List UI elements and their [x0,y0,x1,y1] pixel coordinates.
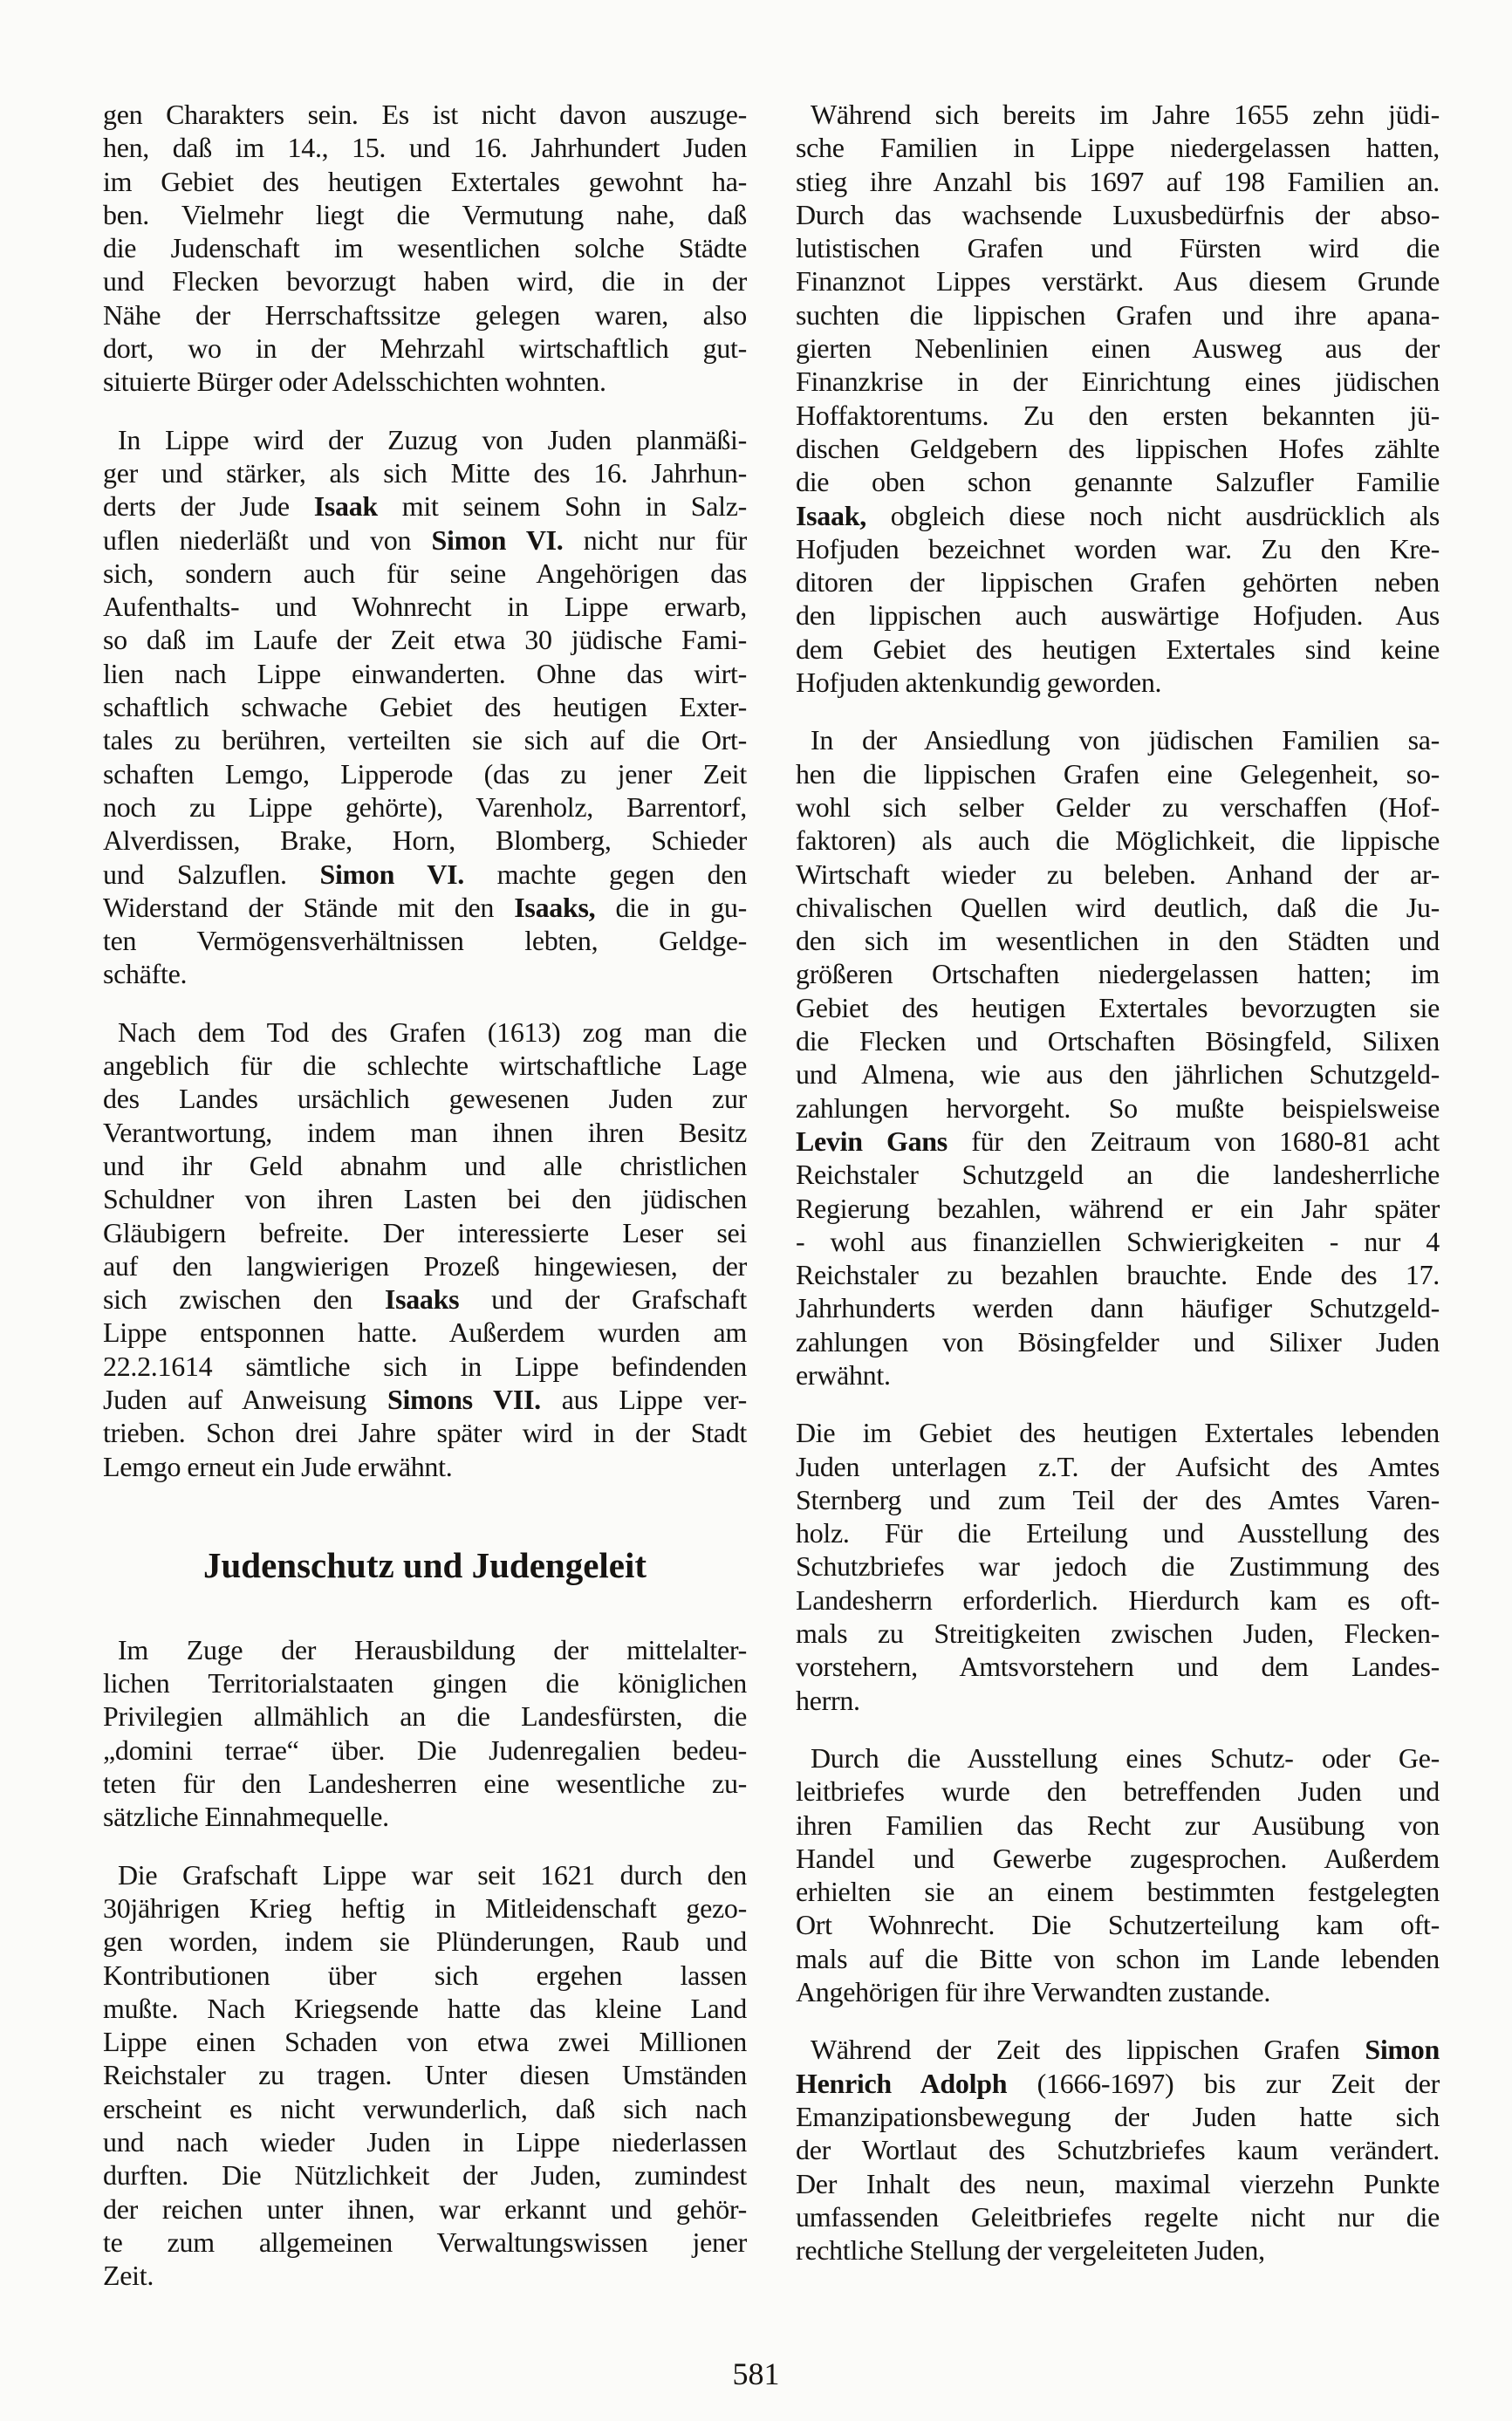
text-run: Finanzkrise in der Einrichtung eines jüdischen [796,366,1440,398]
text-line [103,1450,747,1483]
text-line [103,824,747,857]
paragraph [796,1741,1440,2008]
text-line [796,1325,1440,1358]
text-run: dem Gebiet des heutigen Extertales sind keine [796,633,1440,665]
paragraph [103,1858,747,2293]
text-run: Wirtschaft wieder zu beleben. Anhand der ar- [796,858,1440,890]
text-line [103,757,747,790]
text-line [103,198,747,231]
text-run: ger und stärker, als sich Mitte des 16. Jahrhun- [103,456,747,489]
text-line [103,2226,747,2259]
text-run: Widerstand der Stände mit den [103,891,515,923]
text-line [796,2233,1440,2267]
text-run: mals auf die Bitte von schon im Lande lebenden [796,1942,1440,1974]
text-line [103,690,747,723]
text-run: 30jährigen Krieg heftig in Mitleidenschaft gezo- [103,1891,747,1924]
text-line [796,2133,1440,2166]
text-line [796,598,1440,632]
text-run: gen worden, indem sie Plünderungen, Raub und [103,1925,747,1958]
bold-name: Isaaks [384,1283,460,1316]
text-run: lien nach Lippe einwanderten. Ohne das wirt- [103,657,747,689]
text-run: Privilegien allmählich an die Landesfürsten, die [103,1700,747,1733]
text-run: Durch das wachsende Luxusbedürfnis der abso- [796,198,1440,230]
text-run: teten für den Landesherren eine wesentliche zu- [103,1768,747,1800]
text-line [103,523,747,557]
text-run: trieben. Schon drei Jahre später wird in der Stadt [103,1417,747,1449]
text-line [796,1091,1440,1125]
text-line [796,465,1440,498]
text-line [796,790,1440,824]
text-run: Hofjuden bezeichnet worden war. Zu den Kre- [796,532,1440,564]
text-line [103,423,747,456]
text-run: größeren Ortschaften niedergelassen hatten; im [796,958,1440,990]
text-run: erwähnt. [796,1358,891,1391]
paragraph [796,2033,1440,2267]
text-run: Nach dem Tod des Grafen (1613) zog man die [118,1016,747,1048]
text-line [796,1291,1440,1324]
text-run: Angehörigen für ihre Verwandten zustande. [796,1976,1271,2008]
text-line [103,891,747,924]
text-line [103,957,747,990]
text-line [103,332,747,365]
text-line [103,657,747,690]
text-run: im Gebiet des heutigen Extertales gewohnt ha- [103,165,747,197]
text-line [796,1875,1440,1908]
text-run: Emanzipationsbewegung der Juden hatte sich [796,2100,1440,2132]
text-line [103,1149,747,1182]
text-run: erhielten sie an einem bestimmten festgelegten [796,1876,1440,1908]
text-run: mußte. Nach Kriegsende hatte das kleine Land [103,1992,747,2024]
text-run: zahlungen hervorgeht. So mußte beispielsweise [796,1091,1440,1124]
text-run: In der Ansiedlung von jüdischen Familien sa- [811,724,1440,756]
text-run: holz. Für die Erteilung und Ausstellung des [796,1517,1440,1549]
text-run: 22.2.1614 sämtliche sich in Lippe befindenden [103,1350,747,1382]
text-run: Landesherrn erforderlich. Hierdurch kam es oft- [796,1583,1440,1616]
text-line [103,1316,747,1349]
paragraph [796,723,1440,1392]
text-run: mit seinem Sohn in Salz- [377,490,747,523]
text-run: Sternberg und zum Teil der des Amtes Varen- [796,1483,1440,1515]
text-run: angeblich für die schlechte wirtschaftliche Lage [103,1050,747,1082]
text-line [103,1925,747,1958]
text-run: und Flecken bevorzugt haben wird, die in der [103,265,747,297]
text-line [796,723,1440,756]
text-line [796,1809,1440,1842]
text-line [796,1741,1440,1775]
text-line [796,1549,1440,1583]
text-line [796,1125,1440,1158]
text-run: hen die lippischen Grafen eine Gelegenheit, so- [796,757,1440,790]
text-run: Juden unterlagen z.T. der Aufsicht des Amtes [796,1450,1440,1482]
text-run: Juden auf Anweisung [103,1383,387,1415]
text-run: lichen Territorialstaaten gingen die königlichen [103,1667,747,1699]
text-run: die Judenschaft im wesentlichen solche Städte [103,232,747,264]
text-run: obgleich diese noch nicht ausdrücklich als [865,499,1440,531]
text-line [796,399,1440,432]
text-run: durften. Die Nützlichkeit der Juden, zumindest [103,2159,747,2192]
text-run: und Salzuflen. [103,858,320,890]
text-line [103,2125,747,2158]
text-line [796,2100,1440,2133]
text-line [796,824,1440,857]
text-line [103,1116,747,1149]
text-line [796,264,1440,297]
text-line [103,623,747,656]
text-run: schaften Lemgo, Lipperode (das zu jener Zeit [103,757,747,790]
text-run: aus Lippe ver- [540,1383,747,1415]
text-run: dort, wo in der Mehrzahl wirtschaftlich gut- [103,332,747,365]
text-run: Zeit. [103,2260,154,2292]
text-run: der Wortlaut des Schutzbriefes kaum verändert. [796,2134,1440,2166]
text-line [103,2058,747,2091]
text-line [796,1684,1440,1717]
text-line [103,590,747,623]
text-run: rechtliche Stellung der vergeleiteten Juden, [796,2234,1265,2267]
text-line [796,1650,1440,1683]
text-line [796,891,1440,924]
text-run: wohl sich selber Gelder zu verschaffen (Hof- [796,790,1440,823]
text-run: den sich im wesentlichen in den Städten und [796,925,1440,957]
text-line [796,1775,1440,1808]
text-run: chivalischen Quellen wird deutlich, daß die Ju- [796,891,1440,923]
text-line [796,1192,1440,1225]
text-run: und Almena, wie aus den jährlichen Schutzgeld- [796,1058,1440,1091]
text-run: die oben schon genannte Salzufler Familie [796,466,1440,498]
text-line [103,1891,747,1925]
text-run: ten Vermögensverhältnissen lebten, Geldge- [103,925,747,957]
text-run: Handel und Gewerbe zugesprochen. Außerdem [796,1842,1440,1874]
text-line [796,98,1440,131]
paragraph [103,1016,747,1483]
text-run: Während sich bereits im Jahre 1655 zehn jüdi- [811,99,1440,130]
text-run: Jahrhunderts werden dann häufiger Schutzgeld- [796,1292,1440,1324]
text-line [796,1225,1440,1258]
text-run: den lippischen auch auswärtige Hofjuden. Aus [796,599,1440,632]
text-line [796,165,1440,198]
text-line [796,924,1440,957]
text-run: Regierung bezahlen, während er ein Jahr später [796,1192,1440,1224]
text-run: Durch die Ausstellung eines Schutz- oder Ge- [811,1741,1440,1774]
text-line [103,1350,747,1383]
text-line [796,1483,1440,1516]
bold-name: Isaak [313,490,378,523]
paragraph [103,98,747,399]
text-line [103,557,747,590]
text-run: herrn. [796,1684,860,1716]
text-line [796,1416,1440,1449]
text-line [103,365,747,398]
text-line [796,757,1440,790]
text-run: Reichstaler zu bezahlen brauchte. Ende des 17. [796,1259,1440,1291]
text-run: vorstehern, Amtsvorstehern und dem Landes- [796,1651,1440,1683]
text-line [796,666,1440,699]
text-run: Die Grafschaft Lippe war seit 1621 durch den [118,1858,747,1891]
text-run: Gebiet des heutigen Extertales bevorzugten sie [796,991,1440,1023]
text-run: leitbriefes wurde den betreffenden Juden und [796,1775,1440,1808]
text-line [796,131,1440,164]
text-run: sätzliche Einnahmequelle. [103,1801,389,1833]
bold-name: Levin Gans [796,1125,948,1157]
text-run: te zum allgemeinen Verwaltungswissen jener [103,2226,747,2258]
text-line [103,723,747,756]
text-run: Aufenthalts- und Wohnrecht in Lippe erwarb, [103,591,747,623]
text-line [103,1992,747,2025]
text-run: auf den langwierigen Prozeß hingewiesen, der [103,1249,747,1282]
text-run: suchten die lippischen Grafen und ihre apana- [796,298,1440,331]
text-run: noch zu Lippe gehörte), Varenholz, Barrentorf, [103,790,747,823]
text-run: die Flecken und Ortschaften Bösingfeld, Silixen [796,1025,1440,1057]
text-line [796,1158,1440,1191]
text-run: derts der Jude [103,490,314,523]
text-line [103,924,747,957]
text-line [796,1516,1440,1549]
text-run: so daß im Laufe der Zeit etwa 30 jüdische Fami- [103,624,747,656]
text-line [103,1416,747,1449]
text-run: In Lippe wird der Zuzug von Juden planmäßi- [118,423,747,455]
text-line [796,298,1440,332]
text-line [103,1767,747,1800]
text-run: und nach wieder Juden in Lippe niederlassen [103,2126,747,2158]
text-run: schaftlich schwache Gebiet des heutigen Exter- [103,691,747,723]
text-run: stieg ihre Anzahl bis 1697 auf 198 Familien an. [796,165,1440,197]
text-line [796,2067,1440,2100]
text-run: situierte Bürger oder Adelsschichten wohnten. [103,366,606,398]
page-number: 581 [732,2356,780,2391]
text-run: tales zu berühren, verteilten sie sich auf die Ort- [103,724,747,756]
text-line [796,2033,1440,2066]
text-line [796,1975,1440,2008]
text-run: für den Zeitraum von 1680-81 acht [947,1125,1440,1157]
text-line [103,298,747,332]
text-line [796,365,1440,398]
text-run: und der Grafschaft [459,1283,747,1316]
text-run: zahlungen von Bösingfelder und Silixer Juden [796,1325,1440,1358]
text-run: Hofjuden aktenkundig geworden. [796,667,1162,699]
text-run: umfassenden Geleitbriefes regelte nicht nur die [796,2200,1440,2233]
text-run: (1666-1697) bis zur Zeit der [1007,2067,1440,2099]
text-run: Kontributionen über sich ergehen lassen [103,1959,747,1991]
section-heading: Judenschutz und Judengeleit [202,1544,647,1585]
text-line [103,231,747,264]
text-line [796,1358,1440,1392]
text-line [796,432,1440,465]
text-line [103,456,747,489]
text-run: Lemgo erneut ein Jude erwähnt. [103,1450,453,1482]
text-line [103,2192,747,2226]
text-run: Reichstaler zu tragen. Unter diesen Umständen [103,2059,747,2091]
text-line [103,264,747,297]
text-line [103,1182,747,1215]
text-line [103,858,747,891]
text-line [796,1842,1440,1875]
paragraph [796,98,1440,699]
text-line [103,1959,747,1992]
text-line [796,1057,1440,1091]
text-run: Verantwortung, indem man ihnen ihren Besitz [103,1116,747,1148]
text-run: nicht nur für [563,523,747,556]
text-run: sich, sondern auch für seine Angehörigen das [103,557,747,589]
text-run: machte gegen den [463,858,747,890]
text-run: ben. Vielmehr liegt die Vermutung nahe, daß [103,198,747,230]
text-run: Gläubigern befreite. Der interessierte Leser sei [103,1216,747,1248]
text-run: schäfte. [103,958,188,990]
text-line [103,1049,747,1082]
text-line [103,2259,747,2292]
text-run: Nähe der Herrschaftssitze gelegen waren, also [103,298,747,331]
text-run: lutistischen Grafen und Fürsten wird die [796,232,1440,264]
text-line [103,1633,747,1666]
text-run: „domini terrae“ über. Die Judenregalien bedeu- [103,1734,747,1766]
text-run: Alverdissen, Brake, Horn, Blomberg, Schieder [103,824,747,857]
text-line [796,1617,1440,1650]
text-run: Während der Zeit des lippischen Grafen [811,2034,1365,2066]
text-line [103,1383,747,1416]
text-line [103,2158,747,2192]
text-run: mals zu Streitigkeiten zwischen Juden, Flecken- [796,1617,1440,1650]
text-run: Ort Wohnrecht. Die Schutzerteilung kam oft- [796,1909,1440,1941]
text-line [103,2092,747,2125]
text-run: dischen Geldgebern des lippischen Hofes zählte [796,432,1440,464]
text-line [796,957,1440,990]
left-column [103,98,747,2293]
text-line [796,231,1440,264]
text-line [796,1908,1440,1941]
text-line [103,790,747,824]
text-run: erscheint es nicht verwunderlich, daß sich nach [103,2092,747,2124]
text-line [103,1016,747,1049]
text-run: gen Charakters sein. Es ist nicht davon auszuge- [103,99,747,130]
text-line [796,198,1440,231]
bold-name: Simons VII. [387,1383,541,1415]
text-run: ditoren der lippischen Grafen gehörten neben [796,566,1440,598]
text-run: Die im Gebiet des heutigen Extertales lebenden [796,1417,1440,1449]
text-line [796,332,1440,365]
text-line [103,1699,747,1733]
text-line [103,1249,747,1282]
text-line [103,489,747,523]
bold-name: Isaak, [796,499,866,531]
text-line [796,532,1440,565]
text-line [103,1666,747,1699]
text-line [796,858,1440,891]
text-line [103,98,747,131]
text-line [103,165,747,198]
text-run: Lippe einen Schaden von etwa zwei Millionen [103,2026,747,2058]
text-run: uflen niederläßt und von [103,523,432,556]
text-line [796,1450,1440,1483]
text-line [103,131,747,164]
text-line [796,1583,1440,1617]
bold-name: Simon VI. [319,858,464,890]
text-line [103,1282,747,1316]
paragraph [103,1633,747,1834]
text-run: Lippe entsponnen hatte. Außerdem wurden am [103,1317,747,1349]
text-run: Im Zuge der Herausbildung der mittelalter- [118,1633,747,1665]
text-run: faktoren) als auch die Möglichkeit, die lippische [796,824,1440,857]
text-line [796,2167,1440,2200]
text-line [103,2025,747,2058]
text-run: Reichstaler Schutzgeld an die landesherrliche [796,1159,1440,1191]
text-line [796,565,1440,598]
text-line [796,991,1440,1024]
text-run: des Landes ursächlich gewesenen Juden zur [103,1083,747,1115]
text-run: gierten Nebenlinien einen Ausweg aus der [796,332,1440,365]
text-run: Schuldner von ihren Lasten bei den jüdischen [103,1183,747,1215]
bold-name: Henrich Adolph [796,2067,1008,2099]
paragraph [796,1416,1440,1717]
text-line [103,1216,747,1249]
text-line [103,1800,747,1833]
text-line [103,1858,747,1891]
bold-name: Isaaks, [514,891,596,923]
right-column [796,98,1440,2267]
text-line [796,2200,1440,2233]
text-line [796,633,1440,666]
text-run: - wohl aus finanziellen Schwierigkeiten - nur 4 [796,1225,1440,1257]
text-run: Hoffaktorentums. Zu den ersten bekannten jü- [796,399,1440,431]
text-line [103,1082,747,1115]
text-run: ihren Familien das Recht zur Ausübung von [796,1809,1440,1841]
bold-name: Simon VI. [431,523,564,556]
text-run: sche Familien in Lippe niedergelassen hatten, [796,132,1440,164]
text-line [796,1942,1440,1975]
text-run: Der Inhalt des neun, maximal vierzehn Punkte [796,2167,1440,2199]
text-line [796,1258,1440,1291]
text-run: Schutzbriefes war jedoch die Zustimmung des [796,1550,1440,1583]
bold-name: Simon [1365,2034,1440,2066]
text-run: hen, daß im 14., 15. und 16. Jahrhundert Juden [103,132,747,164]
text-run: der reichen unter ihnen, war erkannt und gehör- [103,2192,747,2225]
text-run: die in gu- [595,891,747,923]
text-line [796,499,1440,532]
text-line [103,1734,747,1767]
text-run: sich zwischen den [103,1283,385,1316]
text-run: und ihr Geld abnahm und alle christlichen [103,1149,747,1181]
paragraph [103,423,747,991]
text-run: Finanznot Lippes verstärkt. Aus diesem Grunde [796,265,1440,297]
text-line [796,1024,1440,1057]
